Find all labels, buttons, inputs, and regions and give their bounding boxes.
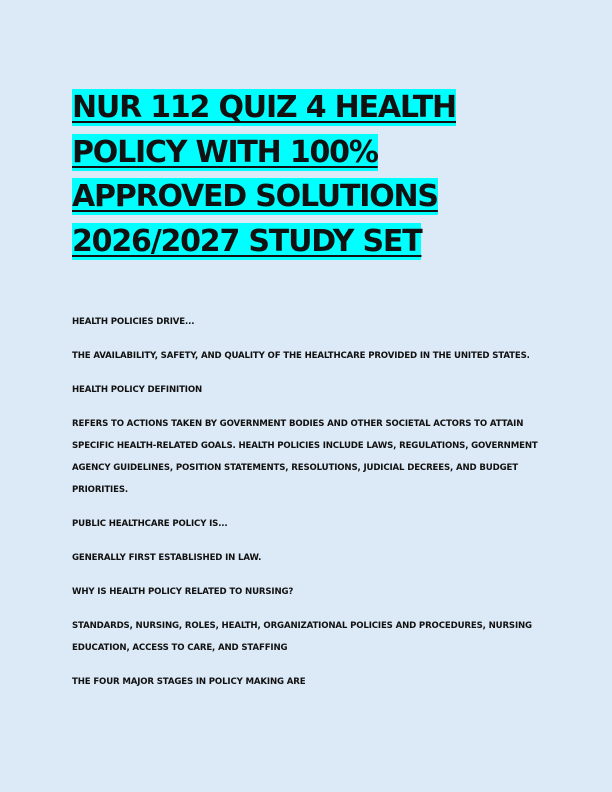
answer-availability-safety-quality: THE AVAILABILITY, SAFETY, AND QUALITY OF THE HEALTHCARE PROVIDED IN THE UNITED STATES.	[72, 351, 530, 361]
document-title	[72, 86, 542, 264]
document-title-text: NUR 112 QUIZ 4 HEALTH POLICY WITH 100% APPROVED SOLUTIONS 2026/2027 STUDY SET	[72, 90, 456, 259]
question-four-major-stages: THE FOUR MAJOR STAGES IN POLICY MAKING ARE	[72, 677, 306, 687]
question-health-policy-definition: HEALTH POLICY DEFINITION	[72, 385, 203, 395]
question-public-healthcare-policy: PUBLIC HEALTHCARE POLICY IS...	[72, 519, 228, 529]
question-policy-related-to-nursing: WHY IS HEALTH POLICY RELATED TO NURSING?	[72, 587, 294, 597]
question-health-policies-drive: HEALTH POLICIES DRIVE...	[72, 317, 195, 327]
answer-established-in-law: GENERALLY FIRST ESTABLISHED IN LAW.	[72, 553, 262, 563]
answer-health-policy-definition: REFERS TO ACTIONS TAKEN BY GOVERNMENT BODIES AND OTHER SOCIETAL ACTORS TO ATTAIN SPECIFIC HEALTH-RELATED GOALS. HEALTH POLICIES INCLUDE LAWS, REGULATIONS, GOVERNMENT AGENCY GUIDELINES, POSITION STATEMENTS, RESOLUTIONS, JUDICIAL DECREES, AND BUDGET PRIORITIES.	[72, 419, 538, 495]
answer-standards-nursing-roles: STANDARDS, NURSING, ROLES, HEALTH, ORGANIZATIONAL POLICIES AND PROCEDURES, NURSING EDUCATION, ACCESS TO CARE, AND STAFFING	[72, 621, 532, 653]
study-set-entries	[72, 311, 542, 693]
